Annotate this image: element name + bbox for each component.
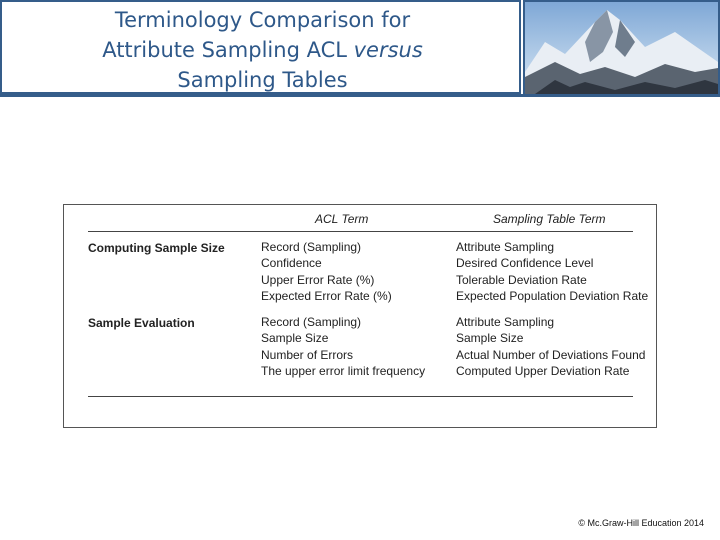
table-cell: Attribute Sampling [456,315,555,329]
table-cell: Record (Sampling) [261,315,362,329]
table-cell: Desired Confidence Level [456,256,594,271]
title-banner [0,0,521,94]
table-cell: Expected Error Rate (%) [261,289,392,304]
table-cell: Expected Population Deviation Rate [456,289,649,304]
column-header-acl: ACL Term [315,212,369,226]
table-cell: Actual Number of Deviations Found [456,347,646,362]
acl-terms-computing [261,239,392,305]
bottom-rule [88,396,633,397]
table-cell: The upper error limit frequency [261,364,426,379]
table-cell: Confidence [261,256,322,271]
table-cell: Sample Size [261,331,329,346]
terminology-table [63,204,657,428]
row-label-evaluation: Sample Evaluation [88,316,195,330]
sampling-terms-evaluation [456,314,645,380]
mountain-image [523,0,720,96]
sampling-terms-computing [456,239,648,305]
table-cell: Record (Sampling) [261,240,362,254]
acl-terms-evaluation [261,314,425,380]
column-header-sampling-table: Sampling Table Term [493,212,606,226]
table-cell: Upper Error Rate (%) [261,272,375,287]
title-line-2-text: Attribute Sampling ACL [102,38,354,62]
row-label-computing: Computing Sample Size [88,241,225,255]
table-cell: Number of Errors [261,347,354,362]
title-line-2-emphasis: versus [353,38,423,62]
title-line-1: Terminology Comparison for [114,8,411,32]
title-line-2 [2,35,521,65]
table-cell: Computed Upper Deviation Rate [456,364,630,379]
copyright-notice: © Mc.Graw-Hill Education 2014 [578,518,704,528]
table-cell: Attribute Sampling [456,240,555,254]
header-divider [0,94,720,97]
table-cell: Sample Size [456,331,524,346]
title-line-3: Sampling Tables [177,68,348,92]
table-cell: Tolerable Deviation Rate [456,272,587,287]
header-rule [88,231,633,232]
slide-title [2,5,521,94]
